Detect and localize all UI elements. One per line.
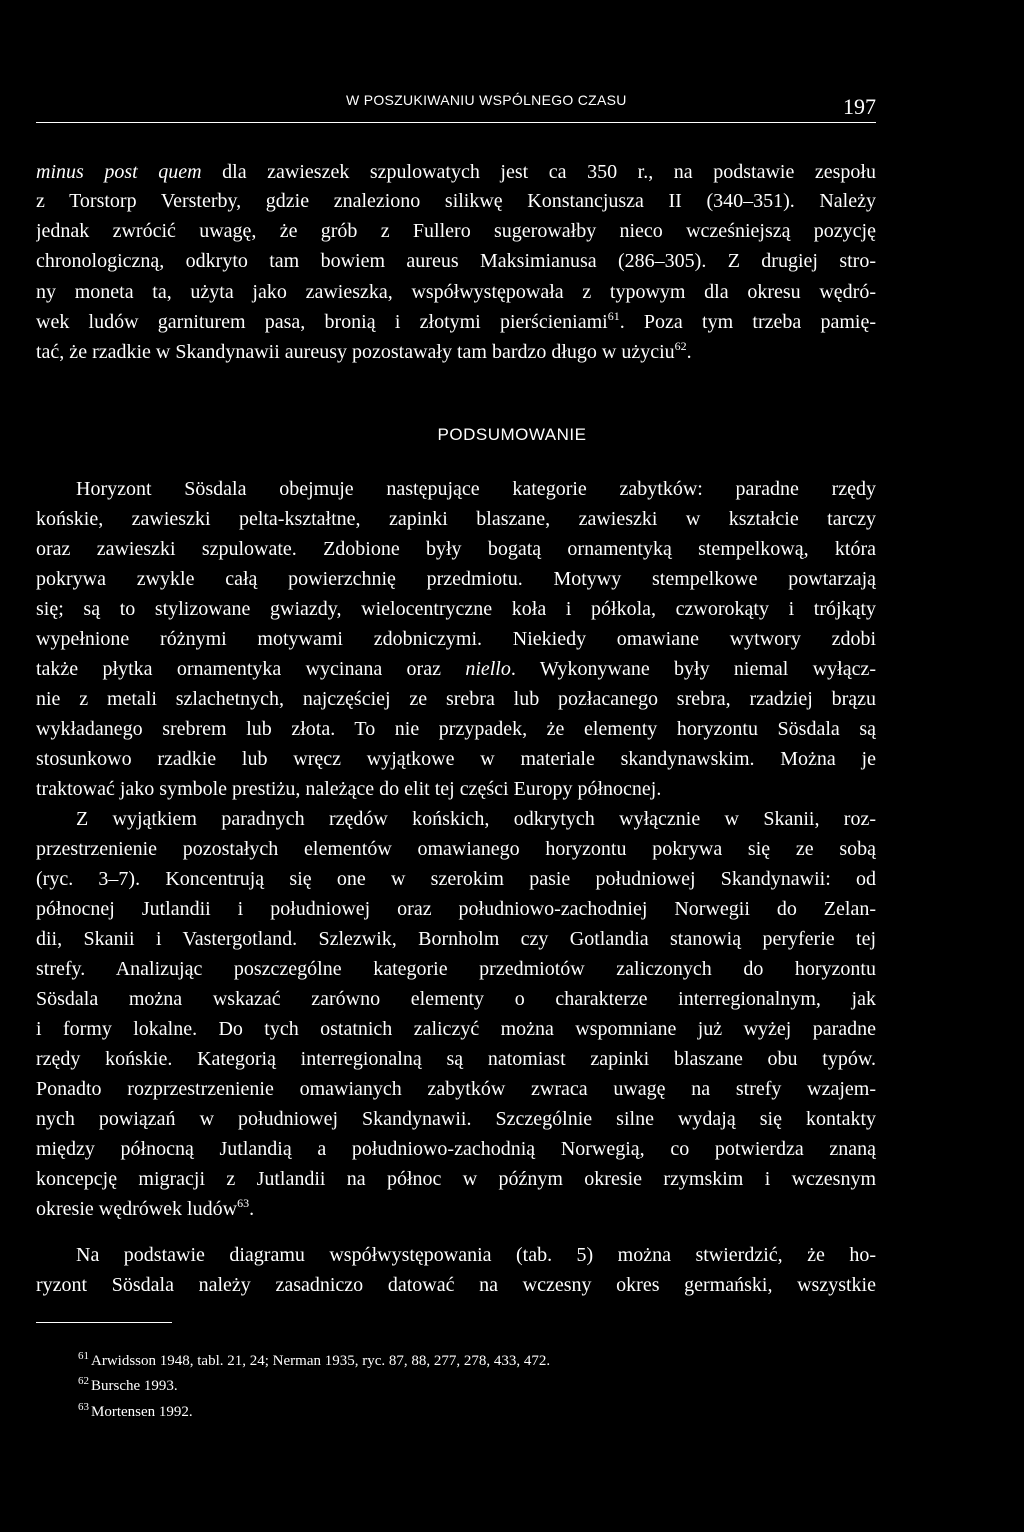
text-line: traktować jako symbole prestiżu, należące do elit tej części Europy północnej.	[36, 778, 662, 800]
italic-phrase: minus post quem	[36, 161, 202, 183]
text-line: wypełnione różnymi motywami zdobniczymi. Niekiedy omawiane wytwory zdobi	[36, 628, 876, 650]
text-line: chronologiczną, odkryto tam bowiem aureus Maksimianusa (286–305). Z drugiej stro-	[36, 250, 876, 272]
page-header	[36, 92, 876, 123]
text-line: ny moneta ta, użyta jako zawieszka, współwystępowała z typowym dla okresu wędró-	[36, 281, 876, 303]
footnote-text: Mortensen 1992.	[91, 1404, 193, 1420]
footnote	[78, 1375, 178, 1397]
text-span: wek ludów garniturem pasa, bronią i złotymi pierścieniami	[36, 311, 608, 333]
section-heading: PODSUMOWANIE	[437, 425, 587, 444]
text-line: przestrzenienie pozostałych elementów omawianego horyzontu pokrywa się ze sobą	[36, 838, 876, 860]
text-line: się; są to stylizowane gwiazdy, wielocentryczne koła i półkola, czworokąty i trójkąty	[36, 598, 876, 620]
text-span: dla zawieszek szpulowatych jest ca 350 r., na podstawie zespołu	[201, 161, 876, 183]
text-line: pokrywa zwykle całą powierzchnię przedmiotu. Motywy stempelkowe powtarzają	[36, 568, 876, 590]
text-line: końskie, zawieszki pelta-kształtne, zapinki blaszane, zawieszki w kształcie tarczy	[36, 508, 876, 530]
footnote-number: 63	[78, 1401, 89, 1413]
text-span: okresie wędrówek ludów	[36, 1198, 238, 1220]
footnote	[78, 1401, 193, 1423]
footnote-text: Bursche 1993.	[91, 1378, 178, 1394]
text-line: strefy. Analizując poszczególne kategorie przedmiotów zaliczonych do horyzontu	[36, 958, 876, 980]
text-line	[36, 307, 876, 337]
footnote-ref: 61	[607, 309, 620, 323]
running-head: W POSZUKIWANIU WSPÓLNEGO CZASU	[346, 92, 627, 108]
text-line: nych powiązań w południowej Skandynawii. Szczególnie silne wydają się kontakty	[36, 1108, 876, 1130]
text-line: rzędy końskie. Kategorią interregionalną są natomiast zapinki blaszane obu typów.	[36, 1048, 876, 1070]
footnote-text: Arwidsson 1948, tabl. 21, 24; Nerman 1935, ryc. 87, 88, 277, 278, 433, 472.	[91, 1353, 551, 1369]
footnote	[78, 1350, 550, 1372]
text-line: Ponadto rozprzestrzenienie omawianych zabytków zwraca uwagę na strefy wzajem-	[36, 1078, 876, 1100]
text-span: . Wykonywane były niemal wyłącz-	[510, 658, 876, 680]
text-line	[36, 337, 876, 367]
text-span: .	[249, 1198, 255, 1220]
text-line: Horyzont Sösdala obejmuje następujące kategorie zabytków: paradne rzędy	[76, 478, 876, 500]
text-line: i formy lokalne. Do tych ostatnich zaliczyć można wspomniane już wyżej paradne	[36, 1018, 876, 1040]
text-line	[36, 654, 876, 684]
text-line: ryzont Sösdala należy zasadniczo datować na wczesny okres germański, wszystkie	[36, 1274, 876, 1296]
text-span: . Poza tym trzeba pamię-	[619, 311, 876, 333]
text-line: wykładanego srebrem lub złota. To nie przypadek, że elementy horyzontu Sösdala są	[36, 718, 876, 740]
text-line	[36, 157, 876, 187]
text-line: (ryc. 3–7). Koncentrują się one w szerokim pasie południowej Skandynawii: od	[36, 868, 876, 890]
footnote-separator	[36, 1322, 172, 1323]
text-line: nie z metali szlachetnych, najczęściej ze srebra lub pozłacanego srebra, rzadziej brązu	[36, 688, 876, 710]
text-line: jednak zwrócić uwagę, że grób z Fullero sugerowałby nieco wcześniejszą pozycję	[36, 220, 876, 242]
text-line: stosunkowo rzadkie lub wręcz wyjątkowe w materiale skandynawskim. Można je	[36, 748, 876, 770]
text-line: Na podstawie diagramu współwystępowania (tab. 5) można stwierdzić, że ho-	[76, 1244, 876, 1266]
text-span: .	[686, 341, 692, 363]
text-line: oraz zawieszki szpulowate. Zdobione były bogatą ornamentyką stempelkową, która	[36, 538, 876, 560]
footnote-number: 62	[78, 1375, 89, 1387]
text-line: Z wyjątkiem paradnych rzędów końskich, odkrytych wyłącznie w Skanii, roz-	[76, 808, 876, 830]
text-line	[36, 1194, 876, 1224]
page-number: 197	[843, 94, 876, 119]
text-span: także płytka ornamentyka wycinana oraz	[36, 658, 466, 680]
text-span: tać, że rzadkie w Skandynawii aureusy pozostawały tam bardzo długo w użyciu	[36, 341, 675, 363]
text-line: dii, Skanii i Vastergotland. Szlezwik, Bornholm czy Gotlandia stanowią peryferie tej	[36, 928, 876, 950]
footnote-number: 61	[78, 1350, 89, 1362]
text-line: Sösdala można wskazać zarówno elementy o charakterze interregionalnym, jak	[36, 988, 876, 1010]
text-line: między północną Jutlandią a południowo-zachodnią Norwegią, co potwierdza znaną	[36, 1138, 876, 1160]
footnote-ref: 62	[674, 339, 687, 353]
text-line: z Torstorp Versterby, gdzie znaleziono silikwę Konstancjusza II (340–351). Należy	[36, 190, 876, 212]
footnote-ref: 63	[237, 1196, 250, 1210]
text-line: koncepcję migracji z Jutlandii na północ w późnym okresie rzymskim i wczesnym	[36, 1168, 876, 1190]
text-line: północnej Jutlandii i południowej oraz południowo-zachodniej Norwegii do Zelan-	[36, 898, 876, 920]
italic-term: niello	[465, 658, 511, 680]
